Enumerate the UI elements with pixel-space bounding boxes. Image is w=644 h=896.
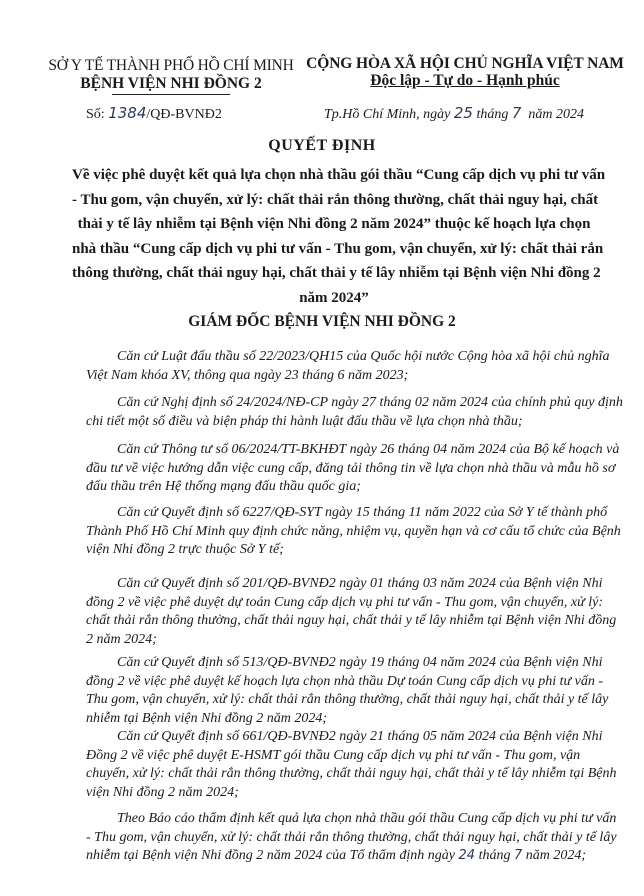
number-label: Số: [86, 107, 105, 122]
basis-line-with-date [86, 847, 630, 866]
date-month: 7 [511, 104, 522, 122]
basis-line: Việt Nam khóa XV, thông qua ngày 23 tháng 6 năm 2023; [86, 367, 409, 383]
basis-line: 2 năm 2024; [86, 631, 157, 647]
basis-line: Căn cứ Quyết định số 513/QĐ-BVNĐ2 ngày 19 tháng 04 năm 2024 của Bệnh viện Nhi [117, 655, 603, 670]
appraisal-day: 24 [458, 848, 476, 863]
basis-line: Đồng 2 về việc phê duyệt E-HSMT gói thầu Cung cấp dịch vụ phi tư vấn - Thu gom, vận [86, 747, 581, 763]
appraisal-year: năm 2024; [525, 848, 587, 863]
basis-line: viện Nhi đồng 2 trực thuộc Sở Y tế; [86, 542, 284, 557]
date-day: 25 [453, 104, 473, 122]
date-month-label: tháng [476, 107, 509, 122]
basis-line: chuyển, xử lý: chất thải rắn thông thường, chất thải nguy hại, chất thải y tế lây nhiễm tại Bệnh [86, 766, 617, 781]
national-header [300, 55, 630, 90]
basis-line: nhiễm tại Bệnh viện Nhi đồng 2 năm 2024; [86, 710, 328, 726]
basis-line: chất thải rắn thông thường, chất thải nguy hại, chất thải y tế lây nhiễm tại Bệnh viện Nhi đồng [86, 613, 617, 628]
basis-line: đầu tư về việc hướng dẫn việc cung cấp, đăng tải thông tin về lựa chọn nhà thầu và mẫu hồ sơ [86, 460, 616, 476]
subject-line: Về việc phê duyệt kết quả lựa chọn nhà thầu gói thầu “Cung cấp dịch vụ phi tư vấn [72, 167, 606, 183]
basis-paragraph [86, 575, 630, 649]
national-motto: Độc lập - Tự do - Hạnh phúc [370, 72, 560, 89]
issue-date [324, 104, 584, 123]
date-year: năm 2024 [528, 107, 585, 122]
number-suffix: /QĐ-BVNĐ2 [146, 107, 222, 122]
basis-line: chi tiết một số điều và biện pháp thi hành luật đấu thầu về lựa chọn nhà thầu; [86, 413, 523, 429]
date-place: Tp.Hồ Chí Minh, ngày [324, 107, 451, 122]
subject-line: thải y tế lây nhiễm tại Bệnh viện Nhi đồng 2 năm 2024” thuộc kế hoạch lựa chọn [77, 216, 591, 232]
basis-line: Căn cứ Quyết định số 201/QĐ-BVNĐ2 ngày 01 tháng 03 năm 2024 của Bệnh viện Nhi [117, 576, 603, 591]
issuer-block [40, 57, 302, 95]
basis-line: đấu thầu trên Hệ thống mạng đấu thầu quốc gia; [86, 479, 361, 494]
subject-line: nhà thầu “Cung cấp dịch vụ phi tư vấn - Thu gom, vận chuyển, xử lý: chất thải rắn [72, 240, 604, 257]
basis-paragraph [86, 348, 630, 385]
basis-line-text: nhiễm tại Bệnh viện Nhi đồng 2 năm 2024 của Tổ thẩm định ngày [86, 848, 456, 863]
basis-line: đồng 2 về việc phê duyệt dự toán Cung cấp dịch vụ phi tư vấn - Thu gom, vận chuyển, xử lý: [86, 594, 604, 610]
basis-paragraph [86, 504, 630, 560]
appraisal-month-label: tháng [478, 848, 511, 863]
document-title: QUYẾT ĐỊNH [268, 137, 376, 154]
authority-heading: GIÁM ĐỐC BỆNH VIỆN NHI ĐỒNG 2 [188, 313, 456, 330]
basis-line: Theo Báo cáo thẩm định kết quả lựa chọn nhà thầu gói thầu Cung cấp dịch vụ phi tư vấn [117, 811, 617, 826]
basis-line: Thành Phố Hồ Chí Minh quy định chức năng, nhiệm vụ, quyền hạn và cơ cấu tổ chức của Bệnh [86, 523, 621, 539]
basis-paragraph [86, 728, 630, 802]
subject-line: thông thường, chất thải nguy hại, chất thải y tế lây nhiễm tại Bệnh viện Nhi đồng 2 [72, 265, 601, 281]
basis-line: - Thu gom, vận chuyển, xử lý: chất thải rắn thông thường, chất thải nguy hại, chất thải y tế lây [86, 829, 617, 845]
basis-line: đồng 2 về việc phê duyệt kế hoạch lựa chọn nhà thầu Dự toán Cung cấp dịch vụ phi tư vấn - [86, 673, 604, 689]
basis-paragraph [86, 810, 630, 866]
appraisal-month: 7 [513, 848, 523, 863]
nation-name: CỘNG HÒA XÃ HỘI CHỦ NGHĨA VIỆT NAM [306, 55, 624, 72]
issuer-name: BỆNH VIỆN NHI ĐỒNG 2 [80, 75, 262, 92]
issuer-parent: SỞ Y TẾ THÀNH PHỐ HỒ CHÍ MINH [48, 57, 294, 74]
document-subject [72, 163, 606, 310]
basis-line: Thu gom, vận chuyển, xử lý: chất thải rắn thông thường, chất thải nguy hại, chất thải y tế lây [86, 692, 609, 707]
basis-line: viện Nhi đồng 2 năm 2024; [86, 784, 239, 800]
subject-line: năm 2024” [299, 289, 369, 306]
basis-paragraph [86, 394, 630, 431]
basis-line: Căn cứ Nghị định số 24/2024/NĐ-CP ngày 27 tháng 02 năm 2024 của chính phủ quy định [117, 395, 623, 410]
basis-line: Căn cứ Quyết định số 661/QĐ-BVNĐ2 ngày 21 tháng 05 năm 2024 của Bệnh viện Nhi [117, 729, 603, 744]
basis-line: Căn cứ Thông tư số 06/2024/TT-BKHĐT ngày 26 tháng 04 năm 2024 của Bộ kế hoạch và [117, 442, 620, 457]
basis-line: Căn cứ Luật đấu thầu số 22/2023/QH15 của Quốc hội nước Cộng hòa xã hội chủ nghĩa [117, 349, 610, 364]
basis-paragraph [86, 441, 630, 497]
basis-paragraph [86, 654, 630, 728]
number-handwritten: 1384 [108, 104, 147, 122]
subject-line: - Thu gom, vận chuyển, xử lý: chất thải rắn thông thường, chất thải nguy hại, chất [72, 191, 599, 208]
document-number [86, 104, 222, 123]
issuer-underline [112, 94, 230, 95]
basis-line: Căn cứ Quyết định số 6227/QĐ-SYT ngày 15 tháng 11 năm 2022 của Sở Y tế thành phố [117, 505, 608, 520]
